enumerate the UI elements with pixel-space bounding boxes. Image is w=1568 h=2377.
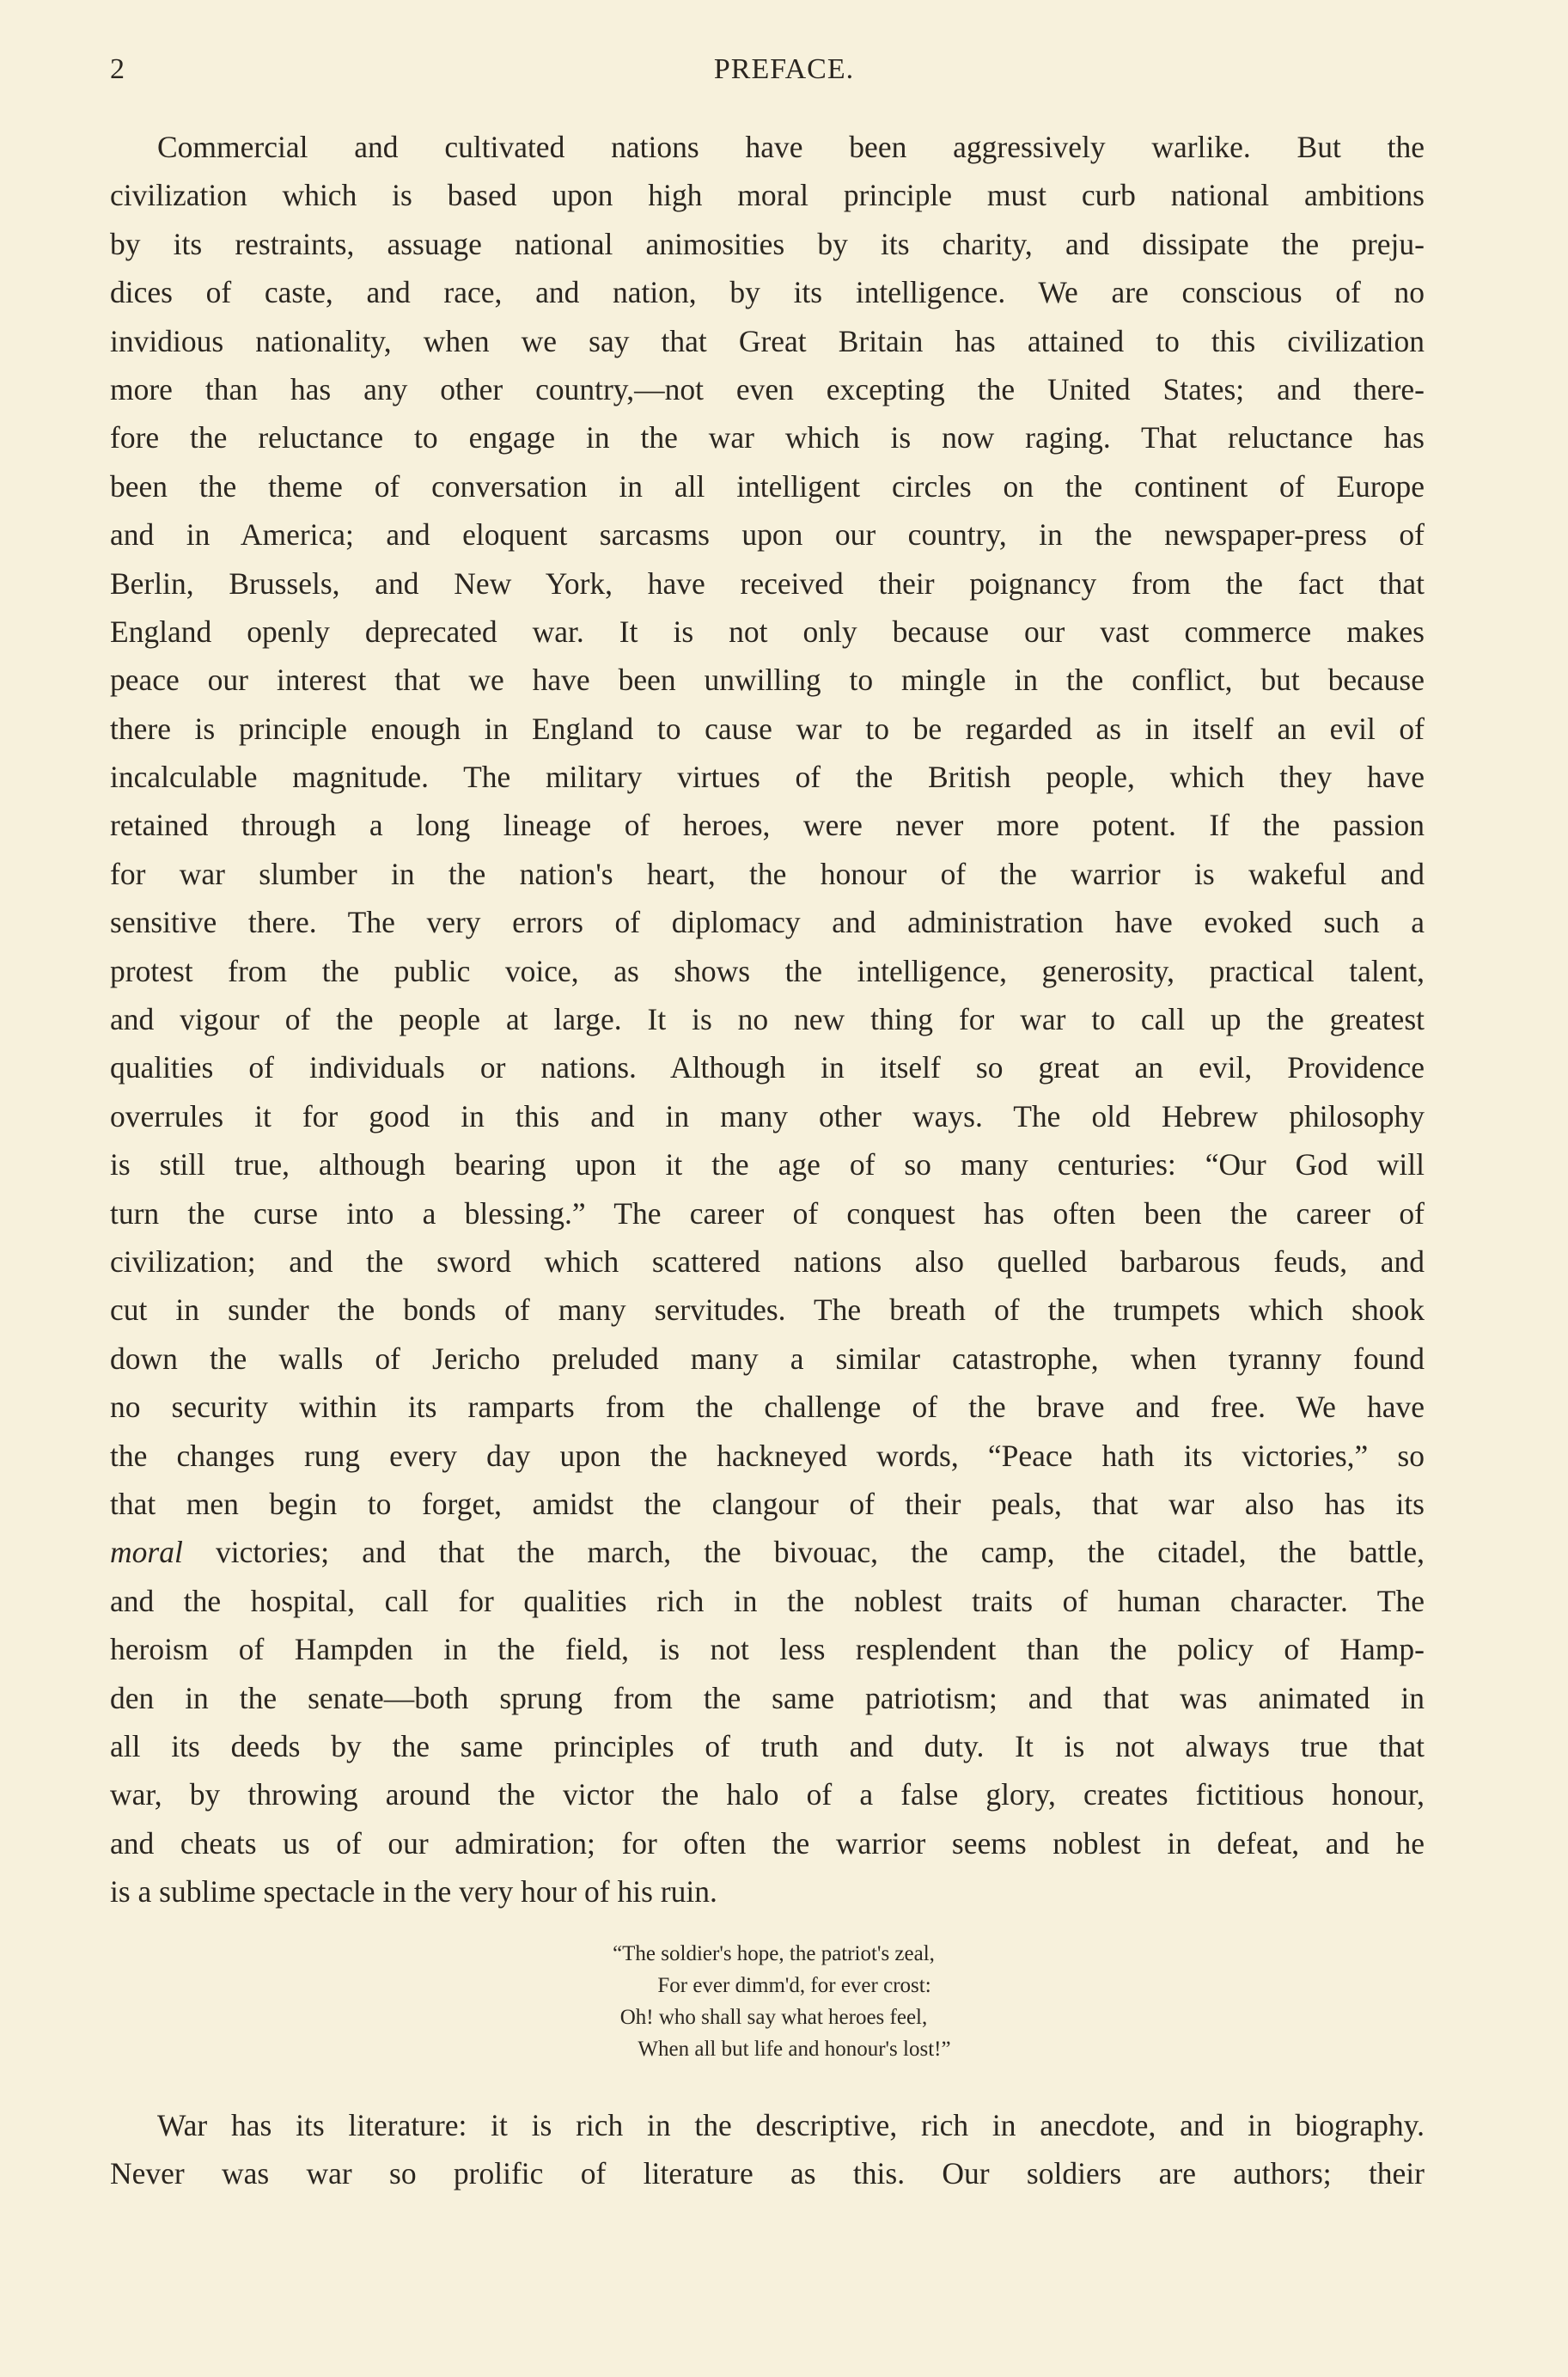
text-line: for war slumber in the nation's heart, the honour of the warrior is wakeful and <box>110 856 1425 891</box>
text-line: heroism of Hampden in the field, is not less resplendent than the policy of Hamp- <box>110 1632 1425 1667</box>
text-line: no security within its ramparts from the challenge of the brave and free. We have <box>110 1390 1425 1425</box>
text-line: and cheats us of our admiration; for often the warrior seems noblest in defeat, and he <box>110 1825 1425 1861</box>
verse-line: Oh! who shall say what heroes feel, <box>619 2006 928 2029</box>
text-line: moral victories; and that the march, the bivouac, the camp, the citadel, the battle, <box>110 1535 1425 1570</box>
text-line: England openly deprecated war. It is not only because our vast commerce makes <box>110 614 1425 649</box>
text-line: War has its literature: it is rich in the descriptive, rich in anecdote, and in biography. <box>157 2108 1425 2142</box>
text-line: sensitive there. The very errors of diplomacy and administration have evoked such a <box>110 905 1425 940</box>
text-line: qualities of individuals or nations. Although in itself so great an evil, Providence <box>110 1050 1425 1085</box>
verse-quotation <box>0 1938 1568 2065</box>
text-line: and the hospital, call for qualities rich in the noblest traits of human character. The <box>110 1583 1425 1618</box>
text-line: Berlin, Brussels, and New York, have received their poignancy from the fact that <box>110 565 1425 601</box>
text-line: more than has any other country,—not even excepting the United States; and there- <box>110 371 1425 406</box>
verse-line: When all but life and honour's lost!” <box>638 2038 951 2061</box>
text-line: fore the reluctance to engage in the war which is now raging. That reluctance has <box>110 420 1425 455</box>
text-line: Never was war so prolific of literature as this. Our soldiers are authors; their <box>110 2156 1425 2191</box>
text-line: and in America; and eloquent sarcasms upon our country, in the newspaper-press of <box>110 517 1425 553</box>
text-line: the changes rung every day upon the hackneyed words, “Peace hath its victories,” so <box>110 1438 1425 1473</box>
text-line: civilization which is based upon high moral principle must curb national ambitions <box>110 178 1425 213</box>
text-line: is still true, although bearing upon it the age of so many centuries: “Our God will <box>110 1147 1425 1182</box>
text-line: been the theme of conversation in all intelligent circles on the continent of Europe <box>110 468 1425 504</box>
text-line: all its deeds by the same principles of truth and duty. It is not always true that <box>110 1728 1425 1763</box>
text-line: cut in sunder the bonds of many servitudes. The breath of the trumpets which shook <box>110 1292 1425 1328</box>
paragraph-2 <box>110 2101 1425 2198</box>
paragraph-1 <box>110 123 1425 1916</box>
text-line: there is principle enough in England to cause war to be regarded as in itself an evil of <box>110 711 1425 746</box>
text-line: retained through a long lineage of heroes, were never more potent. If the passion <box>110 808 1425 843</box>
text-line: and vigour of the people at large. It is no new thing for war to call up the greatest <box>110 1002 1425 1037</box>
text-line: by its restraints, assuage national animosities by its charity, and dissipate the preju- <box>110 226 1425 261</box>
verse-line: “The soldier's hope, the patriot's zeal, <box>613 1942 935 1965</box>
page-number: 2 <box>110 53 125 85</box>
text-line: is a sublime spectacle in the very hour of his ruin. <box>110 1874 717 1910</box>
text-line: turn the curse into a blessing.” The career of conquest has often been the career of <box>110 1195 1425 1231</box>
text-line: den in the senate—both sprung from the same patriotism; and that was animated in <box>110 1680 1425 1715</box>
text-line: that men begin to forget, amidst the clangour of their peals, that war also has its <box>110 1486 1425 1521</box>
text-line: peace our interest that we have been unwilling to mingle in the conflict, but because <box>110 663 1425 698</box>
text-line: protest from the public voice, as shows the intelligence, generosity, practical talent, <box>110 953 1425 988</box>
text-line: dices of caste, and race, and nation, by its intelligence. We are conscious of no <box>110 275 1425 310</box>
text-line: civilization; and the sword which scattered nations also quelled barbarous feuds, and <box>110 1243 1425 1279</box>
text-line: down the walls of Jericho preluded many a similar catastrophe, when tyranny found <box>110 1341 1425 1376</box>
text-line: incalculable magnitude. The military virtues of the British people, which they have <box>110 760 1425 795</box>
text-line: war, by throwing around the victor the halo of a false glory, creates fictitious honour, <box>110 1777 1425 1812</box>
text-line: overrules it for good in this and in many other ways. The old Hebrew philosophy <box>110 1098 1425 1134</box>
running-title: PREFACE. <box>713 53 855 85</box>
verse-line: For ever dimm'd, for ever crost: <box>657 1974 931 1997</box>
text-line: Commercial and cultivated nations have been aggressively warlike. But the <box>157 130 1425 164</box>
text-line: invidious nationality, when we say that Great Britain has attained to this civilization <box>110 323 1425 358</box>
